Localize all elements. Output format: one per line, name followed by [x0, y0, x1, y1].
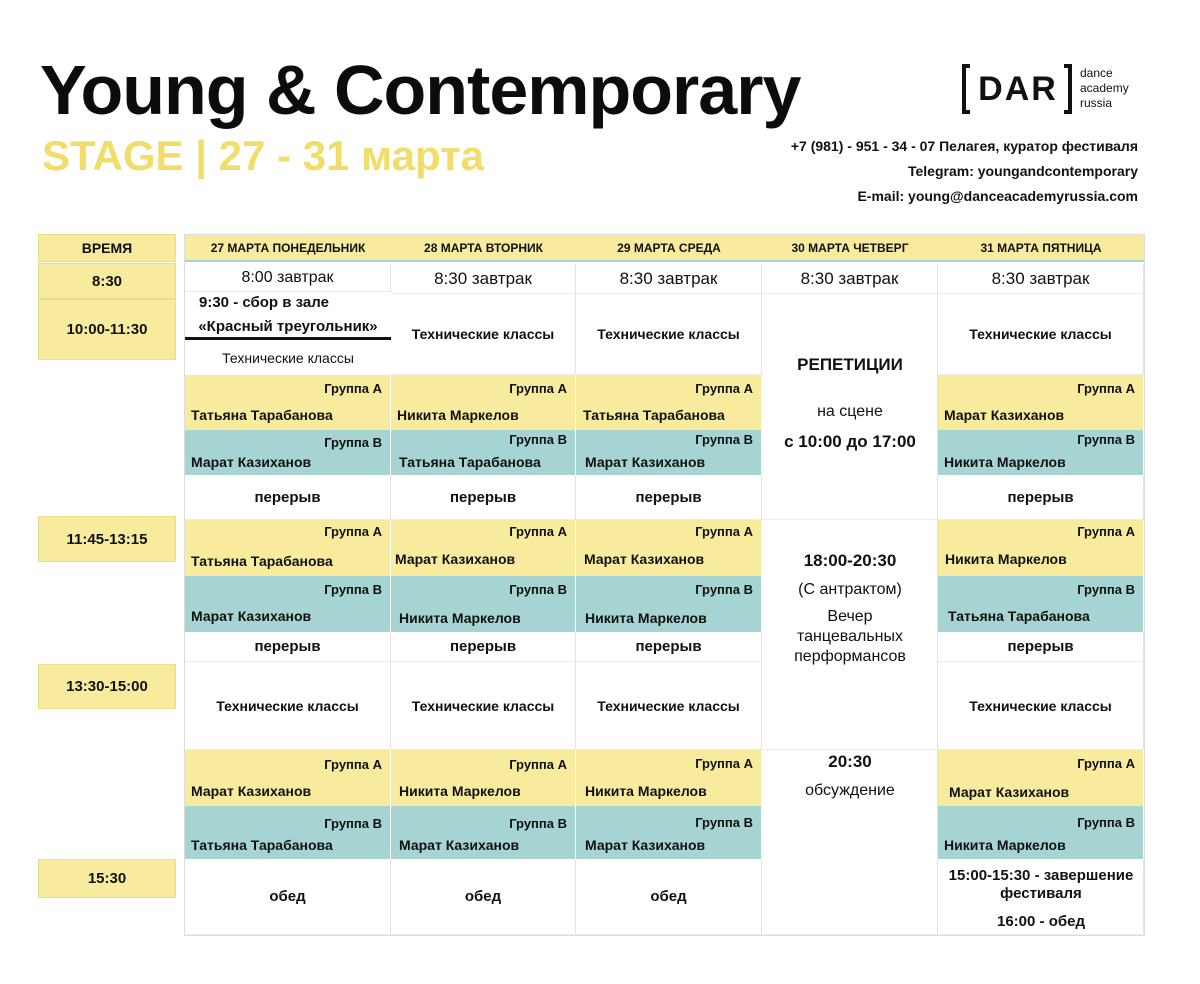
time-slot-5: 15:30 — [38, 859, 176, 898]
thu-evening-line2: танцевальных — [797, 628, 903, 645]
block3-tue-group-a: Группа А Никита Маркелов — [391, 750, 576, 806]
contact-phone: +7 (981) - 951 - 34 - 07 Пелагея, куратор фестиваля — [790, 138, 1138, 154]
time-slot-4: 13:30-15:00 — [38, 664, 176, 709]
wed-tech-classes-1: Технические классы — [576, 294, 762, 375]
block3-wed-group-a: Группа А Никита Маркелов — [576, 750, 762, 806]
thu-evening-line1: Вечер — [827, 608, 873, 625]
block2-wed-group-a: Группа А Марат Казиханов — [576, 520, 762, 576]
block1-wed-group-b: Группа В Марат Казиханов — [576, 430, 762, 475]
break-2-tue: перерыв — [391, 632, 576, 662]
fri-closing-line1: 15:00-15:30 - завершение — [948, 866, 1134, 884]
block1-tue-group-b: Группа В Татьяна Тарабанова — [391, 430, 576, 475]
tue-tech-classes-1: Технические классы — [391, 294, 576, 375]
day-header-thu: 30 МАРТА ЧЕТВЕРГ — [762, 235, 938, 262]
block3-tue-group-b: Группа В Марат Казиханов — [391, 806, 576, 859]
break-1-mon: перерыв — [185, 475, 391, 520]
block3-fri-group-a: Группа А Марат Казиханов — [938, 750, 1144, 806]
block2-fri-group-a: Группа А Никита Маркелов — [938, 520, 1144, 576]
wed-tech-classes-2: Технические классы — [576, 662, 762, 750]
lunch-tue: обед — [391, 859, 576, 935]
mon-gathering-line2: «Красный треугольник» — [185, 316, 391, 340]
page-subtitle: STAGE | 27 - 31 марта — [42, 132, 484, 179]
fri-closing-line2: фестиваля — [1000, 884, 1082, 902]
day-header-tue: 28 МАРТА ВТОРНИК — [391, 235, 576, 262]
mon-gathering-line1: 9:30 - сбор в зале — [199, 293, 329, 311]
break-2-fri: перерыв — [938, 632, 1144, 662]
block2-mon-group-b: Группа В Марат Казиханов — [185, 576, 391, 632]
block2-wed-group-b: Группа В Никита Маркелов — [576, 576, 762, 632]
breakfast-wed: 8:30 завтрак — [576, 264, 762, 294]
mon-tech-classes-1: Технические классы — [222, 350, 354, 366]
block3-mon-group-a: Группа А Марат Казиханов — [185, 750, 391, 806]
mon-tech-classes-2: Технические классы — [185, 662, 391, 750]
page-title: Young & Contemporary — [40, 51, 801, 129]
breakfast-tue: 8:30 завтрак — [391, 264, 576, 294]
breakfast-thu: 8:30 завтрак — [762, 264, 938, 294]
break-1-tue: перерыв — [391, 475, 576, 520]
lunch-wed: обед — [576, 859, 762, 935]
fri-lunch: 16:00 - обед — [997, 912, 1085, 930]
block2-fri-group-b: Группа В Татьяна Тарабанова — [938, 576, 1144, 632]
block3-wed-group-b: Группа В Марат Казиханов — [576, 806, 762, 859]
day-header-wed: 29 МАРТА СРЕДА — [576, 235, 762, 262]
block2-tue-group-b: Группа В Никита Маркелов — [391, 576, 576, 632]
thu-discussion-cell — [762, 750, 938, 935]
time-slot-2: 10:00-11:30 — [38, 299, 176, 360]
thu-rehearsal-title: РЕПЕТИЦИИ — [797, 355, 903, 374]
time-column-header: ВРЕМЯ — [38, 234, 176, 262]
block1-fri-group-b: Группа В Никита Маркелов — [938, 430, 1144, 475]
logo-mark: DAR — [978, 70, 1058, 108]
break-1-fri: перерыв — [938, 475, 1144, 520]
block1-wed-group-a: Группа А Татьяна Тарабанова — [576, 375, 762, 430]
thu-rehearsal-time: с 10:00 до 17:00 — [784, 432, 916, 451]
block1-mon-group-a: Группа А Татьяна Тарабанова — [185, 375, 391, 430]
fri-tech-classes-1: Технические классы — [938, 294, 1144, 375]
tue-tech-classes-2: Технические классы — [391, 662, 576, 750]
break-1-wed: перерыв — [576, 475, 762, 520]
block1-tue-group-a: Группа А Никита Маркелов — [391, 375, 576, 430]
logo-caption: dance academy russia — [1080, 66, 1129, 110]
breakfast-fri: 8:30 завтрак — [938, 264, 1144, 294]
block2-mon-group-a: Группа А Татьяна Тарабанова — [185, 520, 391, 576]
block3-mon-group-b: Группа В Татьяна Тарабанова — [185, 806, 391, 859]
thu-intermission: (С антрактом) — [798, 581, 902, 598]
thu-on-stage: на сцене — [817, 403, 883, 420]
block2-tue-group-a: Группа А Марат Казиханов — [391, 520, 576, 576]
breakfast-mon: 8:00 завтрак — [185, 264, 391, 292]
contact-email[interactable]: E-mail: young@danceacademyrussia.com — [857, 188, 1138, 204]
break-2-wed: перерыв — [576, 632, 762, 662]
thu-evening-time: 18:00-20:30 — [803, 551, 897, 570]
thu-discussion-time: 20:30 — [828, 752, 872, 771]
fri-tech-classes-2: Технические классы — [938, 662, 1144, 750]
time-slot-1: 8:30 — [38, 263, 176, 299]
block1-mon-group-b: Группа В Марат Казиханов — [185, 430, 391, 475]
lunch-mon: обед — [185, 859, 391, 935]
block3-fri-group-b: Группа В Никита Маркелов — [938, 806, 1144, 859]
day-header-mon: 27 МАРТА ПОНЕДЕЛЬНИК — [185, 235, 391, 262]
day-header-fri: 31 МАРТА ПЯТНИЦА — [938, 235, 1144, 262]
contact-telegram: Telegram: youngandcontemporary — [907, 163, 1138, 179]
break-2-mon: перерыв — [185, 632, 391, 662]
block1-fri-group-a: Группа А Марат Казиханов — [938, 375, 1144, 430]
time-slot-3: 11:45-13:15 — [38, 516, 176, 562]
thu-discussion: обсуждение — [805, 782, 895, 799]
thu-evening-line3: перформансов — [794, 648, 906, 665]
